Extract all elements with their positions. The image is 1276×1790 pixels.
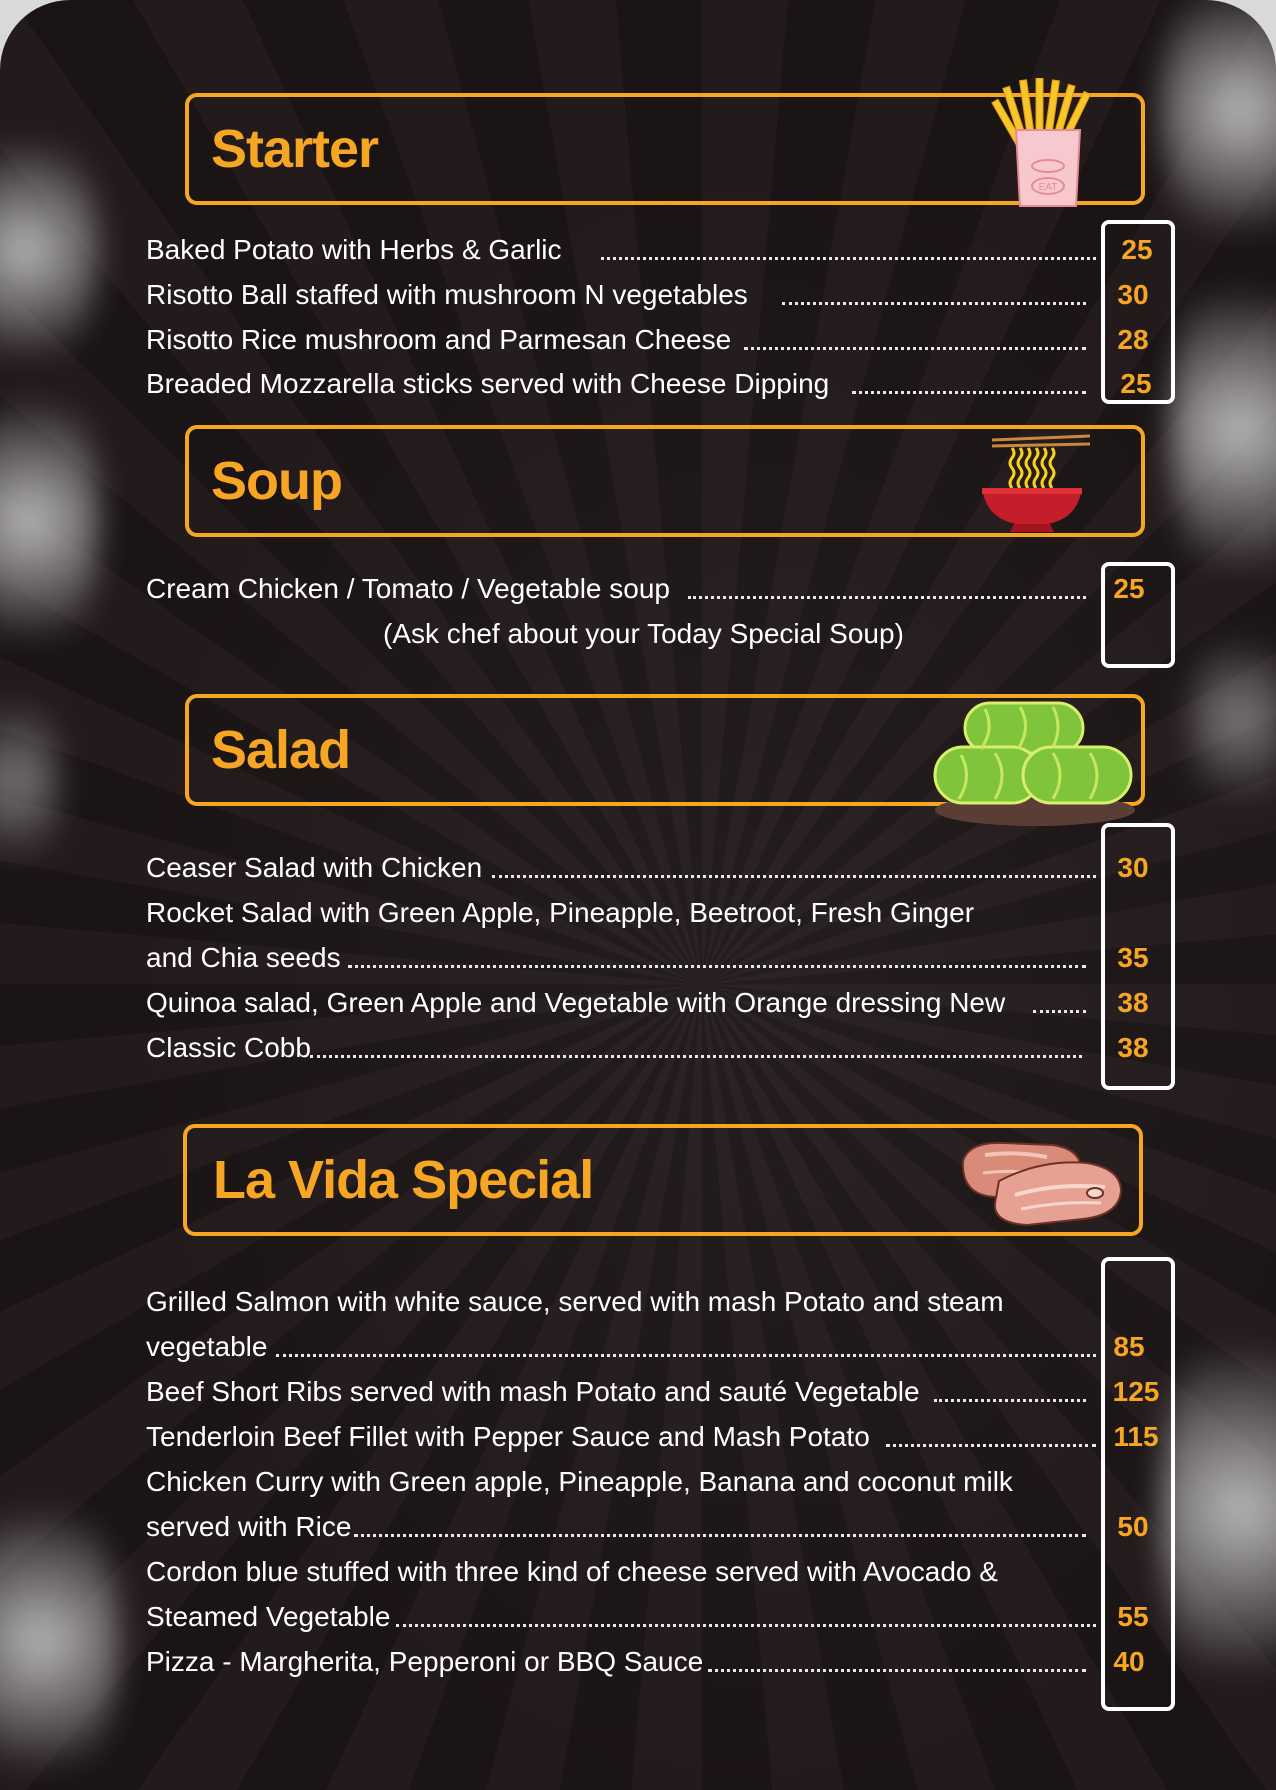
- soup-special-note: (Ask chef about your Today Special Soup): [383, 618, 904, 649]
- item-price: 38: [1117, 987, 1149, 1018]
- dotted-leader: [276, 1354, 1096, 1357]
- dotted-leader: [396, 1624, 1096, 1627]
- item-name: Pizza - Margherita, Pepperoni or BBQ Sauce: [146, 1646, 704, 1677]
- menu-item: [146, 275, 1096, 315]
- item-price: 28: [1117, 324, 1149, 355]
- item-name: and Chia seeds: [146, 942, 341, 973]
- menu-item: [146, 848, 1096, 888]
- menu-item: [146, 1462, 1096, 1502]
- dotted-leader: [1033, 1010, 1086, 1013]
- smoke-decoration: [0, 1480, 120, 1790]
- smoke-decoration: [1190, 620, 1276, 820]
- menu-item: [146, 1552, 1096, 1592]
- dotted-leader: [492, 875, 1096, 878]
- item-price: 25: [1113, 573, 1145, 604]
- dotted-leader: [934, 1399, 1086, 1402]
- section-title: Salad: [211, 720, 351, 780]
- item-name: Beef Short Ribs served with mash Potato and sauté Vegetable: [146, 1376, 920, 1407]
- item-price: 50: [1117, 1511, 1149, 1542]
- menu-item: [146, 1417, 1096, 1457]
- item-price: 30: [1117, 852, 1149, 883]
- item-price: 35: [1117, 942, 1149, 973]
- item-price: 25: [1120, 368, 1152, 399]
- dotted-leader: [708, 1669, 1086, 1672]
- lettuce-rolls-icon: [925, 695, 1135, 830]
- smoke-decoration: [0, 120, 100, 380]
- menu-item: [146, 1642, 1096, 1682]
- item-name: Rocket Salad with Green Apple, Pineapple, Beetroot, Fresh Ginger: [146, 897, 975, 928]
- menu-item: [146, 983, 1096, 1023]
- menu-item: [146, 1028, 1096, 1068]
- svg-text:EAT: EAT: [1038, 182, 1058, 193]
- menu-item: [146, 893, 1096, 933]
- dotted-leader: [348, 965, 1086, 968]
- item-name: Baked Potato with Herbs & Garlic: [146, 234, 562, 265]
- noodle-bowl-icon: [980, 432, 1095, 537]
- smoke-decoration: [0, 370, 100, 670]
- menu-item-continued: [146, 938, 1096, 978]
- section-title: Soup: [211, 451, 342, 511]
- dotted-leader: [354, 1534, 1086, 1537]
- smoke-decoration: [0, 680, 60, 880]
- item-price: 85: [1113, 1331, 1145, 1362]
- item-name: Classic Cobb: [146, 1032, 311, 1063]
- item-price: 115: [1113, 1421, 1159, 1452]
- section-title: La Vida Special: [213, 1150, 594, 1210]
- dotted-leader: [601, 257, 1096, 260]
- french-fries-icon: [990, 78, 1105, 208]
- item-name: Tenderloin Beef Fillet with Pepper Sauce and Mash Potato: [146, 1421, 870, 1452]
- menu-item: [146, 364, 1096, 404]
- item-name: served with Rice: [146, 1511, 352, 1542]
- meat-steak-icon: [955, 1133, 1125, 1233]
- dotted-leader: [852, 391, 1086, 394]
- item-name: Cream Chicken / Tomato / Vegetable soup: [146, 573, 671, 604]
- dotted-leader: [688, 596, 1086, 599]
- item-name: Quinoa salad, Green Apple and Vegetable with Orange dressing New: [146, 987, 1006, 1018]
- dotted-leader: [310, 1055, 1082, 1058]
- dotted-leader: [886, 1444, 1096, 1447]
- menu-item: [146, 1282, 1096, 1322]
- item-price: 38: [1117, 1032, 1149, 1063]
- smoke-decoration: [1160, 0, 1276, 260]
- menu-item: [146, 569, 1096, 609]
- menu-item: [146, 1372, 1096, 1412]
- item-name: Grilled Salmon with white sauce, served with mash Potato and steam: [146, 1286, 1004, 1317]
- item-name: vegetable: [146, 1331, 268, 1362]
- item-price: 55: [1117, 1601, 1149, 1632]
- smoke-decoration: [1170, 250, 1276, 610]
- item-name: Risotto Ball staffed with mushroom N vegetables: [146, 279, 748, 310]
- menu-item: [146, 320, 1096, 360]
- menu-item-continued: [146, 1327, 1096, 1367]
- dotted-leader: [744, 347, 1086, 350]
- item-name: Risotto Rice mushroom and Parmesan Cheese: [146, 324, 732, 355]
- item-price: 25: [1121, 234, 1153, 265]
- smoke-decoration: [1160, 1300, 1276, 1720]
- item-price: 125: [1112, 1376, 1160, 1407]
- section-title: Starter: [211, 119, 379, 179]
- item-name: Steamed Vegetable: [146, 1601, 391, 1632]
- item-name: Cordon blue stuffed with three kind of cheese served with Avocado &: [146, 1556, 998, 1587]
- item-name: Ceaser Salad with Chicken: [146, 852, 483, 883]
- item-price: 40: [1113, 1646, 1145, 1677]
- item-name: Breaded Mozzarella sticks served with Cheese Dipping: [146, 368, 830, 399]
- menu-item-continued: [146, 1507, 1096, 1547]
- item-name: Chicken Curry with Green apple, Pineapple, Banana and coconut milk: [146, 1466, 1013, 1497]
- menu-item-continued: [146, 1597, 1096, 1637]
- dotted-leader: [782, 302, 1086, 305]
- item-price: 30: [1117, 279, 1149, 310]
- menu-item: [146, 230, 1096, 270]
